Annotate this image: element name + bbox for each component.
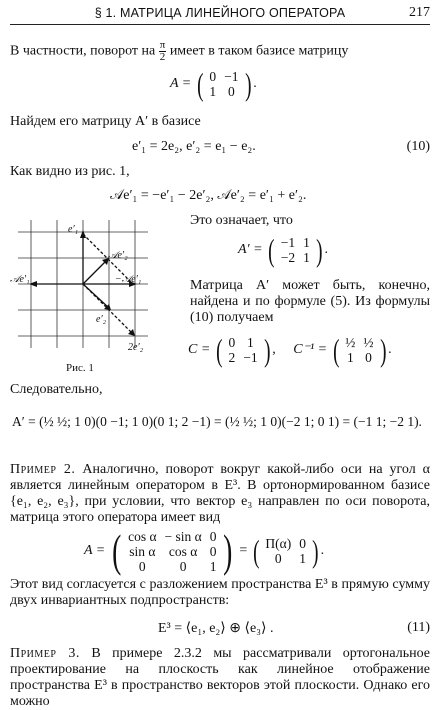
label-2e2p: 2e′₂ — [128, 342, 144, 353]
section-title: § 1. МАТРИЦА ЛИНЕЙНОГО ОПЕРАТОРА — [94, 6, 346, 20]
equation-basis: e′₁ = 2e₂, e′₂ = e₁ − e₂. — [132, 139, 256, 154]
paragraph-matrix-formula: Матрица A′ может быть, конечно, найдена и по формуле (5). Из формулы (10) получаем — [190, 278, 430, 325]
example-text: Аналогично, поворот вокруг какой-либо оси на угол α является линейным оператором в E³. В ортонормированном базисе {e₁, e₂, e₃}, при условии, что вектор e₃ направлен по оси поворота, матрица этого оператора имеет вид — [10, 462, 430, 525]
matrix: ( −1 1 −2 1 ) — [268, 232, 323, 268]
matrix-3x3: ( cos α − sin α 0 sin α cos α 0 0 0 1 ) — [111, 525, 233, 576]
matrix: ( 0 −1 1 0 ) — [196, 66, 252, 102]
paragraph-rotation — [10, 40, 348, 63]
page-number: 217 — [409, 5, 430, 20]
paragraph-as-seen: Как видно из рис. 1, — [10, 164, 130, 179]
paragraph-decomposition: Этот вид согласуется с разложением пространства E³ в прямую сумму двух инвариантных подпространств: — [10, 577, 430, 608]
paragraph-find-matrix: Найдем его матрицу A′ в базисе — [10, 114, 201, 129]
text: имеет в таком базисе матрицу — [169, 43, 349, 59]
running-header — [10, 4, 430, 25]
example-3 — [10, 646, 430, 710]
label-Ae1p: 𝒜e′₁ — [10, 274, 30, 285]
example-2 — [10, 462, 430, 526]
example-heading: Пример 3. — [10, 646, 80, 661]
matrix-C-inverse: ( ½ ½ 1 0 ) — [332, 332, 387, 368]
equation-number-10: (10) — [406, 139, 430, 154]
figure-caption: Рис. 1 — [66, 362, 94, 374]
equation-Ae: 𝒜e′₁ = −e′₁ − 2e′₂, 𝒜e′₂ = e′₁ + e′₂. — [110, 188, 307, 203]
equation-matrix-Aprime: A′ = ( −1 1 −2 1 ) . — [238, 232, 328, 268]
example-heading: Пример 2. — [10, 462, 76, 477]
figure-1 — [8, 212, 178, 360]
text: В частности, поворот на — [10, 43, 156, 59]
matrix-C: ( 0 1 2 −1 ) — [215, 332, 271, 368]
vector-Ae2p — [83, 260, 107, 284]
label-e2p: e′₂ — [96, 314, 107, 325]
equation-long-product: A′ = (½ ½; 1 0)(0 −1; 1 0)(0 1; 2 −1) = (½ ½; 1 0)(−2 1; 0 1) = (−1 1; −2 1). — [12, 414, 422, 429]
equation-matrix-A: A = ( 0 −1 1 0 ) . — [170, 66, 257, 102]
equation-rotation-matrix: A = ( cos α − sin α 0 sin α cos α 0 0 0 1 ) = ( Π(α) 0 0 1 ) . — [84, 525, 325, 576]
equation-C-and-Cinv: C = ( 0 1 2 −1 ) , C⁻¹ = ( ½ ½ 1 0 ) . — [188, 332, 392, 368]
figure-diagram — [8, 212, 178, 360]
matrix-block: ( Π(α) 0 0 1 ) — [252, 533, 319, 569]
fraction-pi-over-2: $\frac{\pi}{2}$ — [159, 39, 166, 63]
example-text: В примере 2.3.2 мы рассматривали ортогональное проектирование на плоскость как линейное отображение пространства E³ в пространство векторов этой плоскости. Однако его можно — [10, 646, 430, 709]
label-e1p: e′₁ — [68, 224, 79, 235]
paragraph-this-means: Это означает, что — [190, 213, 293, 228]
paragraph-therefore: Следовательно, — [10, 382, 103, 397]
label-Ae2p: 𝒜e′₂ — [108, 250, 128, 261]
label-minus-Ae1p: −𝒜e′₁ — [115, 274, 142, 285]
equation-direct-sum: E³ = ⟨e₁, e₂⟩ ⊕ ⟨e₃⟩ . — [158, 621, 274, 636]
equation-number-11: (11) — [407, 620, 430, 635]
